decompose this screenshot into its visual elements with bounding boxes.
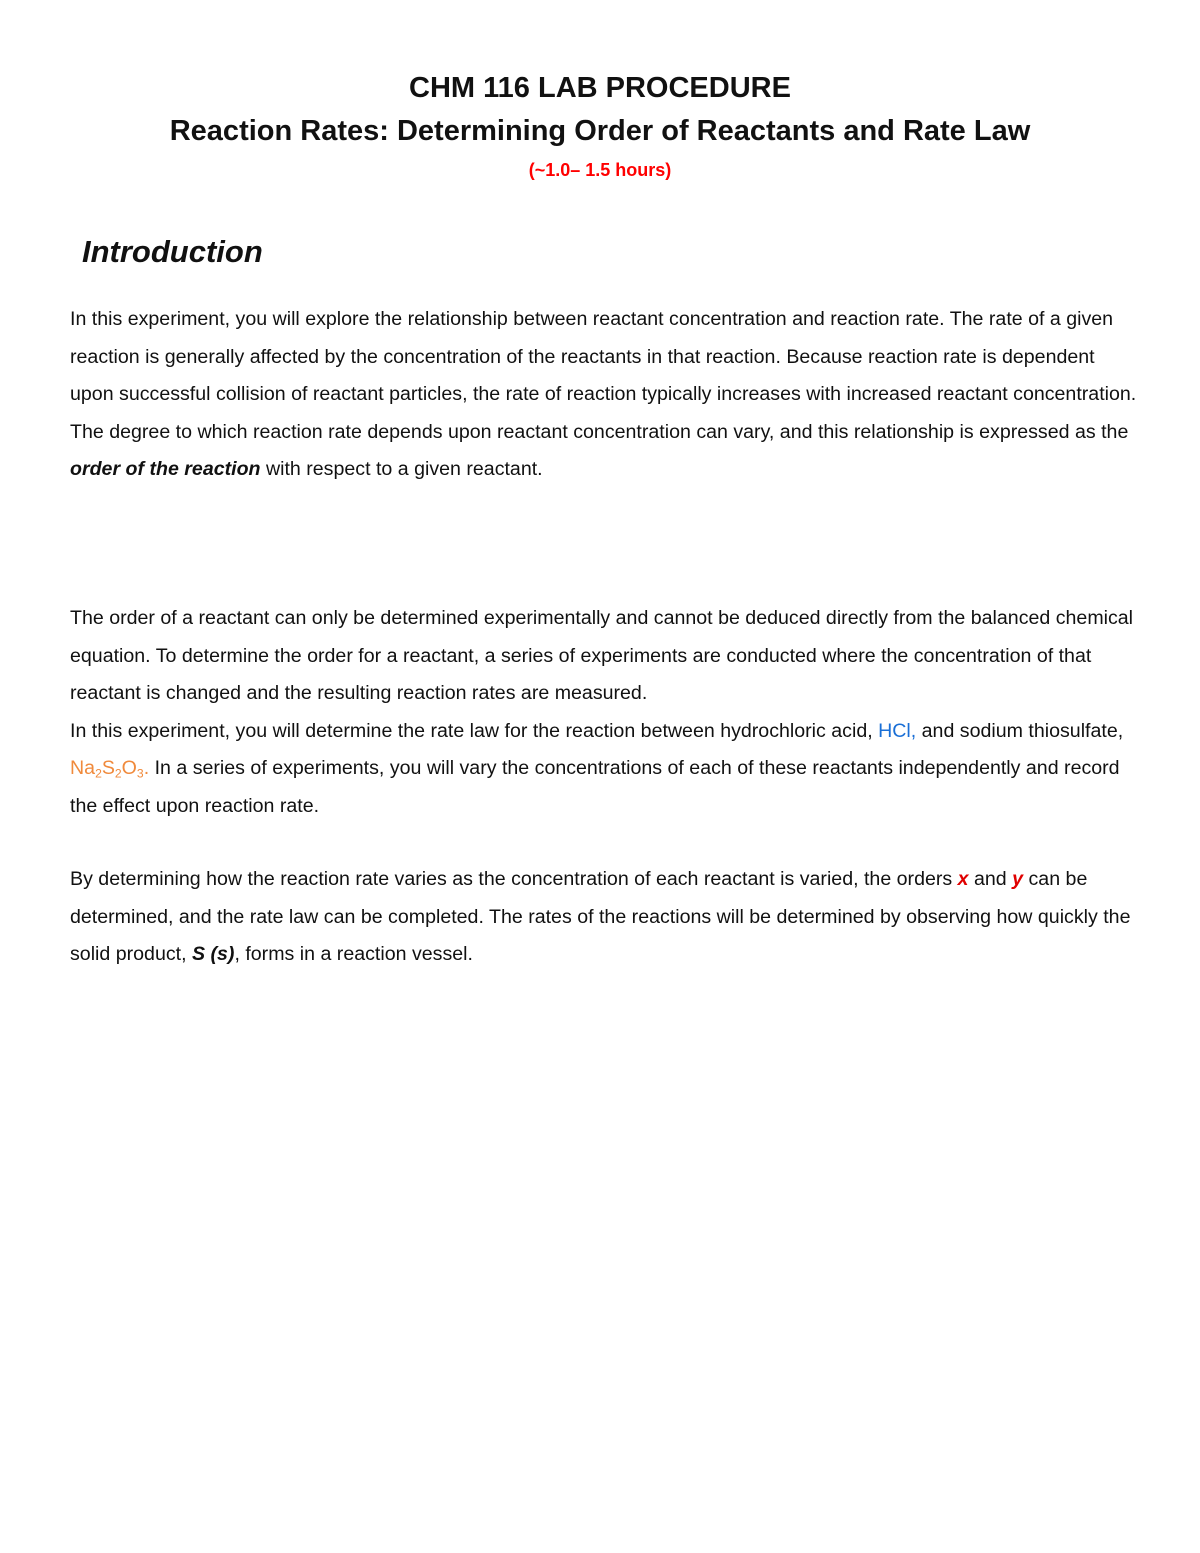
- course-title: CHM 116 LAB PROCEDURE: [409, 72, 791, 104]
- intro-paragraph-3: [70, 861, 1140, 974]
- lab-title: Reaction Rates: Determining Order of Reactants and Rate Law: [169, 115, 1031, 147]
- p2-text-4: In a series of experiments, you will vary the concentrations of each of these reactants independently and record the effect upon reaction rate.: [70, 757, 1120, 817]
- order-of-reaction-term: order of the reaction: [70, 458, 261, 480]
- p1-text-before: In this experiment, you will explore the relationship between reactant concentration and reaction rate. The rate of a given reaction is generally affected by the concentration of the reactants in that reaction. Because reaction rate is dependent upon successful collision of reactant particles, the rate of reaction typically increases with increased reactant concentration. The degree to which reaction rate depends upon reactant concentration can vary, and this relationship is expressed as the: [70, 308, 1137, 443]
- intro-paragraph-1: [70, 301, 1140, 489]
- solid-product-term: S (s): [191, 943, 235, 965]
- section-heading-introduction: Introduction: [82, 234, 263, 269]
- p3-text-2: can be determined, and the rate law can be completed. The rates of the reactions will be determined by observing how quickly the solid product,: [70, 868, 1131, 965]
- p3-text-1: By determining how the reaction rate varies as the concentration of each reactant is varied, the orders: [70, 868, 958, 890]
- hcl-formula: HCl,: [878, 719, 917, 742]
- p2-text-3: and sodium thiosulfate,: [916, 719, 1124, 742]
- p3-text-3: , forms in a reaction vessel.: [234, 943, 473, 965]
- p3-and: and: [968, 868, 1013, 890]
- p2-text-2: In this experiment, you will determine the rate law for the reaction between hydrochloric acid,: [70, 719, 879, 742]
- intro-paragraph-2: [70, 600, 1140, 825]
- order-variable-x: x: [957, 868, 969, 890]
- order-variable-y: y: [1012, 868, 1024, 890]
- p1-text-after: with respect to a given reactant.: [260, 458, 543, 480]
- duration-note: (~1.0– 1.5 hours): [528, 160, 672, 180]
- p2-text-1: The order of a reactant can only be determined experimentally and cannot be deduced directly from the balanced chemical equation. To determine the order for a reactant, a series of experiments are conducted where the concentration of that reactant is changed and the resulting reaction rates are measured.: [70, 607, 1134, 704]
- thiosulfate-formula: $Na_2S_2O_3$.: [70, 757, 150, 781]
